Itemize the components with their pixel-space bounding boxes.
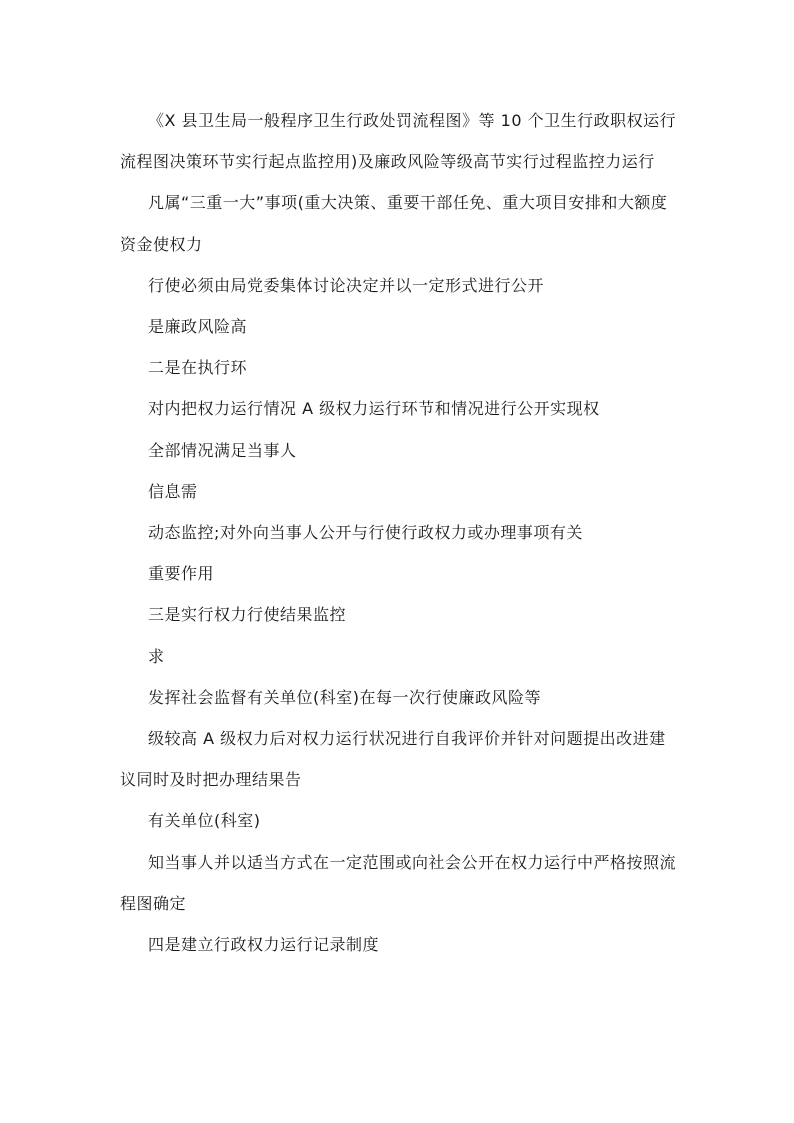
paragraph: 三是实行权力行使结果监控 xyxy=(148,605,347,625)
paragraph: 求 xyxy=(148,646,165,666)
paragraph: 四是建立行政权力运行记录制度 xyxy=(148,935,380,955)
paragraph: 级较高 A 级权力后对权力运行状况进行自我评价并针对问题提出改进建议同时及时把办理结果告 xyxy=(120,729,666,790)
paragraph: 有关单位(科室) xyxy=(148,811,261,831)
paragraph: 是廉政风险高 xyxy=(148,317,248,337)
paragraph: 信息需 xyxy=(148,481,198,501)
paragraph: 动态监控;对外向当事人公开与行使行政权力或办理事项有关 xyxy=(148,523,583,543)
paragraph: 发挥社会监督有关单位(科室)在每一次行使廉政风险等 xyxy=(148,687,541,707)
paragraph: 凡属“三重一大”事项(重大决策、重要干部任免、重大项目安排和大额度资金使权力 xyxy=(120,193,668,254)
paragraph: 对内把权力运行情况 A 级权力运行环节和情况进行公开实现权 xyxy=(148,399,600,419)
paragraph: 知当事人并以适当方式在一定范围或向社会公开在权力运行中严格按照流程图确定 xyxy=(120,852,677,913)
paragraph: 《X 县卫生局一般程序卫生行政处罚流程图》等 10 个卫生行政职权运行流程图决策环节实行起点监控用)及廉政风险等级高节实行过程监控力运行 xyxy=(120,111,677,172)
paragraph: 二是在执行环 xyxy=(148,358,248,378)
document-body xyxy=(120,100,680,965)
paragraph: 全部情况满足当事人 xyxy=(148,440,297,460)
paragraph: 重要作用 xyxy=(148,564,215,584)
paragraph: 行使必须由局党委集体讨论决定并以一定形式进行公开 xyxy=(148,275,545,295)
